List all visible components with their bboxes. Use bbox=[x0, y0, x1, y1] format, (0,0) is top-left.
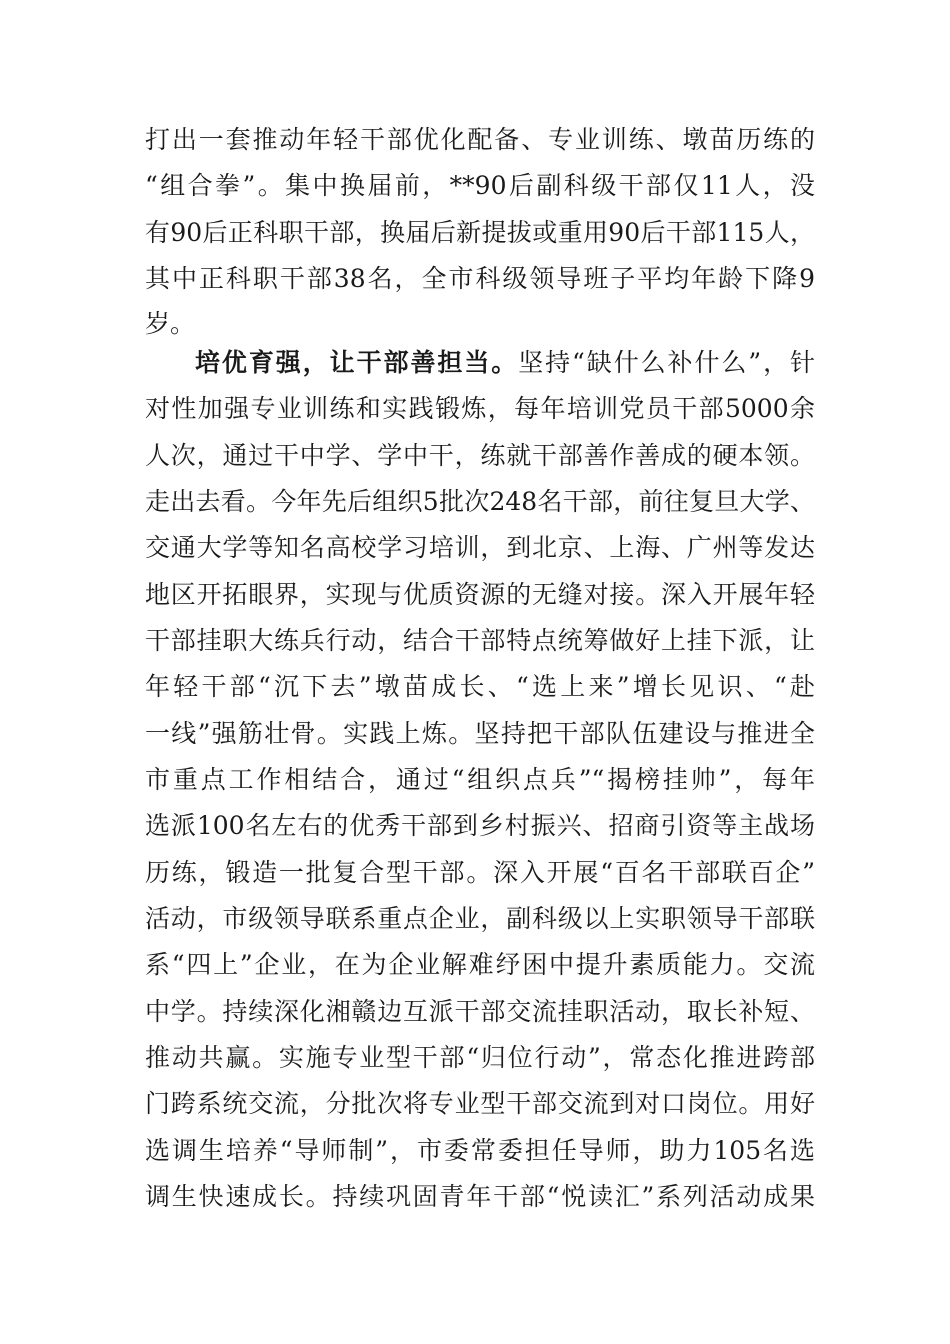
paragraph-2-line-8: 年轻干部“沉下去”墩苗成长、“选上来”增长见识、“赴 bbox=[145, 672, 815, 701]
paragraph-2-bold-lead: 培优育强，让干部善担当。 bbox=[195, 348, 519, 377]
paragraph-2-line-12: 历练，锻造一批复合型干部。深入开展“百名干部联百企” bbox=[145, 858, 815, 887]
paragraph-2-line-14: 系“四上”企业，在为企业解难纾困中提升素质能力。交流 bbox=[145, 950, 815, 979]
paragraph-2-line-5: 交通大学等知名高校学习培训，到北京、上海、广州等发达 bbox=[145, 533, 815, 562]
paragraph-2-line-9: 一线”强筋壮骨。实践上炼。坚持把干部队伍建设与推进全 bbox=[145, 719, 815, 748]
paragraph-2-line-18: 选调生培养“导师制”，市委常委担任导师，助力105名选 bbox=[145, 1136, 815, 1165]
paragraph-2-line-19: 调生快速成长。持续巩固青年干部“悦读汇”系列活动成果 bbox=[145, 1182, 815, 1211]
paragraph-2-line-6: 地区开拓眼界，实现与优质资源的无缝对接。深入开展年轻 bbox=[145, 580, 815, 609]
paragraph-2-line-3: 人次，通过干中学、学中干，练就干部善作善成的硬本领。 bbox=[145, 441, 815, 470]
paragraph-1-line-1: 打出一套推动年轻干部优化配备、专业训练、墩苗历练的 bbox=[145, 125, 815, 154]
paragraph-2-line-4: 走出去看。今年先后组织5批次248名干部，前往复旦大学、 bbox=[145, 487, 815, 516]
paragraph-1-line-2: “组合拳”。集中换届前，**90后副科级干部仅11人，没 bbox=[145, 171, 815, 200]
paragraph-1-line-3: 有90后正科职干部，换届后新提拔或重用90后干部115人， bbox=[145, 218, 815, 247]
paragraph-2-line-11: 选派100名左右的优秀干部到乡村振兴、招商引资等主战场 bbox=[145, 811, 815, 840]
paragraph-2-line-7: 干部挂职大练兵行动，结合干部特点统筹做好上挂下派，让 bbox=[145, 626, 815, 655]
paragraph-2-line-1 bbox=[195, 343, 815, 383]
paragraph-2-line-2: 对性加强专业训练和实践锻炼，每年培训党员干部5000余 bbox=[145, 394, 815, 423]
paragraph-1-line-4: 其中正科职干部38名，全市科级领导班子平均年龄下降9 bbox=[145, 264, 815, 293]
paragraph-2-line-15: 中学。持续深化湘赣边互派干部交流挂职活动，取长补短、 bbox=[145, 997, 815, 1026]
paragraph-2-line-17: 门跨系统交流，分批次将专业型干部交流到对口岗位。用好 bbox=[145, 1089, 815, 1118]
paragraph-2-first-line-rest: 坚持“缺什么补什么”，针 bbox=[518, 348, 815, 377]
paragraph-2-line-13: 活动，市级领导联系重点企业，副科级以上实职领导干部联 bbox=[145, 904, 815, 933]
paragraph-2-line-16: 推动共赢。实施专业型干部“归位行动”，常态化推进跨部 bbox=[145, 1043, 815, 1072]
paragraph-1-line-5: 岁。 bbox=[145, 309, 196, 338]
paragraph-2-line-10: 市重点工作相结合，通过“组织点兵”“揭榜挂帅”，每年 bbox=[145, 765, 816, 794]
